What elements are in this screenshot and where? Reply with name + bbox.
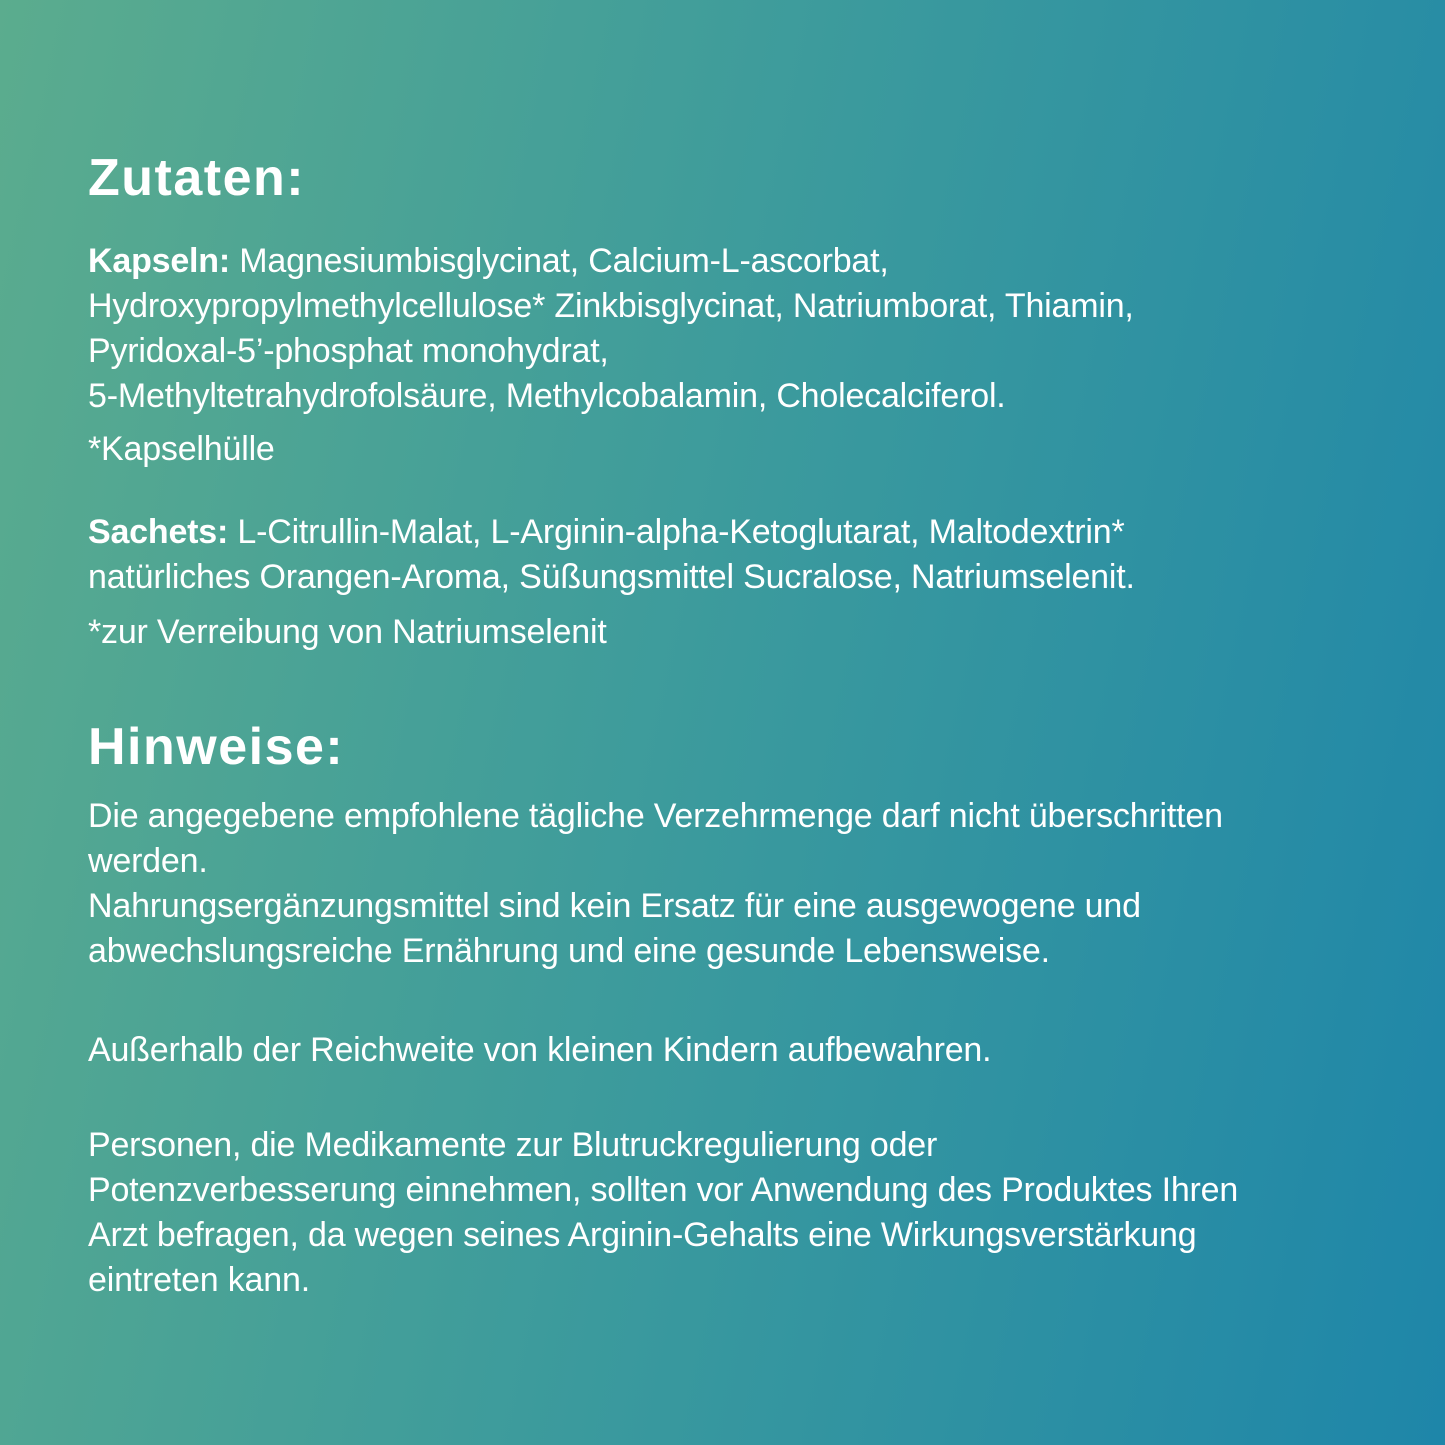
kapseln-label: Kapseln: xyxy=(88,242,230,281)
kapseln-line-1 xyxy=(88,239,1375,284)
kapseln-footnote: *Kapselhülle xyxy=(88,430,275,469)
hinweise-heading: Hinweise: xyxy=(88,718,345,777)
kapseln-line-3: Pyridoxal-5’-phosphat monohydrat, xyxy=(88,332,609,371)
hinweise-para1-line-4: abwechslungsreiche Ernährung und eine gesunde Lebensweise. xyxy=(88,932,1050,971)
hinweise-para2-line-1: Außerhalb der Reichweite von kleinen Kindern aufbewahren. xyxy=(88,1031,992,1070)
kapseln-line-1-text: Magnesiumbisglycinat, Calcium-L-ascorbat, xyxy=(230,242,889,281)
sachets-line-2: natürliches Orangen-Aroma, Süßungsmittel Sucralose, Natriumselenit. xyxy=(88,558,1135,597)
hinweise-para1-line-3: Nahrungsergänzungsmittel sind kein Ersatz für eine ausgewogene und xyxy=(88,887,1141,926)
sachets-paragraph xyxy=(88,510,1375,600)
hinweise-paragraph-1 xyxy=(88,794,1375,974)
hinweise-para1-line-2: werden. xyxy=(88,842,208,881)
hinweise-paragraph-2 xyxy=(88,1028,1375,1073)
sachets-footnote-wrap xyxy=(88,610,1375,655)
kapseln-paragraph xyxy=(88,239,1375,419)
hinweise-para3-line-4: eintreten kann. xyxy=(88,1261,310,1300)
hinweise-para1-line-1: Die angegebene empfohlene tägliche Verzehrmenge darf nicht überschritten xyxy=(88,797,1223,836)
sachets-label: Sachets: xyxy=(88,513,229,552)
hinweise-section xyxy=(88,719,1375,1303)
hinweise-paragraph-3 xyxy=(88,1123,1375,1303)
sachets-line-1-text: L-Citrullin-Malat, L-Arginin-alpha-Ketoglutarat, Maltodextrin* xyxy=(228,513,1125,552)
hinweise-para3-line-1: Personen, die Medikamente zur Blutruckregulierung oder xyxy=(88,1126,938,1165)
zutaten-heading: Zutaten: xyxy=(88,149,306,207)
zutaten-section xyxy=(88,150,1375,655)
hinweise-para3-line-3: Arzt befragen, da wegen seines Arginin-Gehalts eine Wirkungsverstärkung xyxy=(88,1216,1197,1255)
sachets-line-1 xyxy=(88,510,1375,555)
kapseln-line-2: Hydroxypropylmethylcellulose* Zinkbisglycinat, Natriumborat, Thiamin, xyxy=(88,287,1134,326)
kapseln-footnote-wrap xyxy=(88,427,1375,472)
hinweise-para3-line-2: Potenzverbesserung einnehmen, sollten vor Anwendung des Produktes Ihren xyxy=(88,1171,1239,1210)
kapseln-line-4: 5-Methyltetrahydrofolsäure, Methylcobalamin, Cholecalciferol. xyxy=(88,377,1006,416)
sachets-footnote: *zur Verreibung von Natriumselenit xyxy=(88,613,607,652)
